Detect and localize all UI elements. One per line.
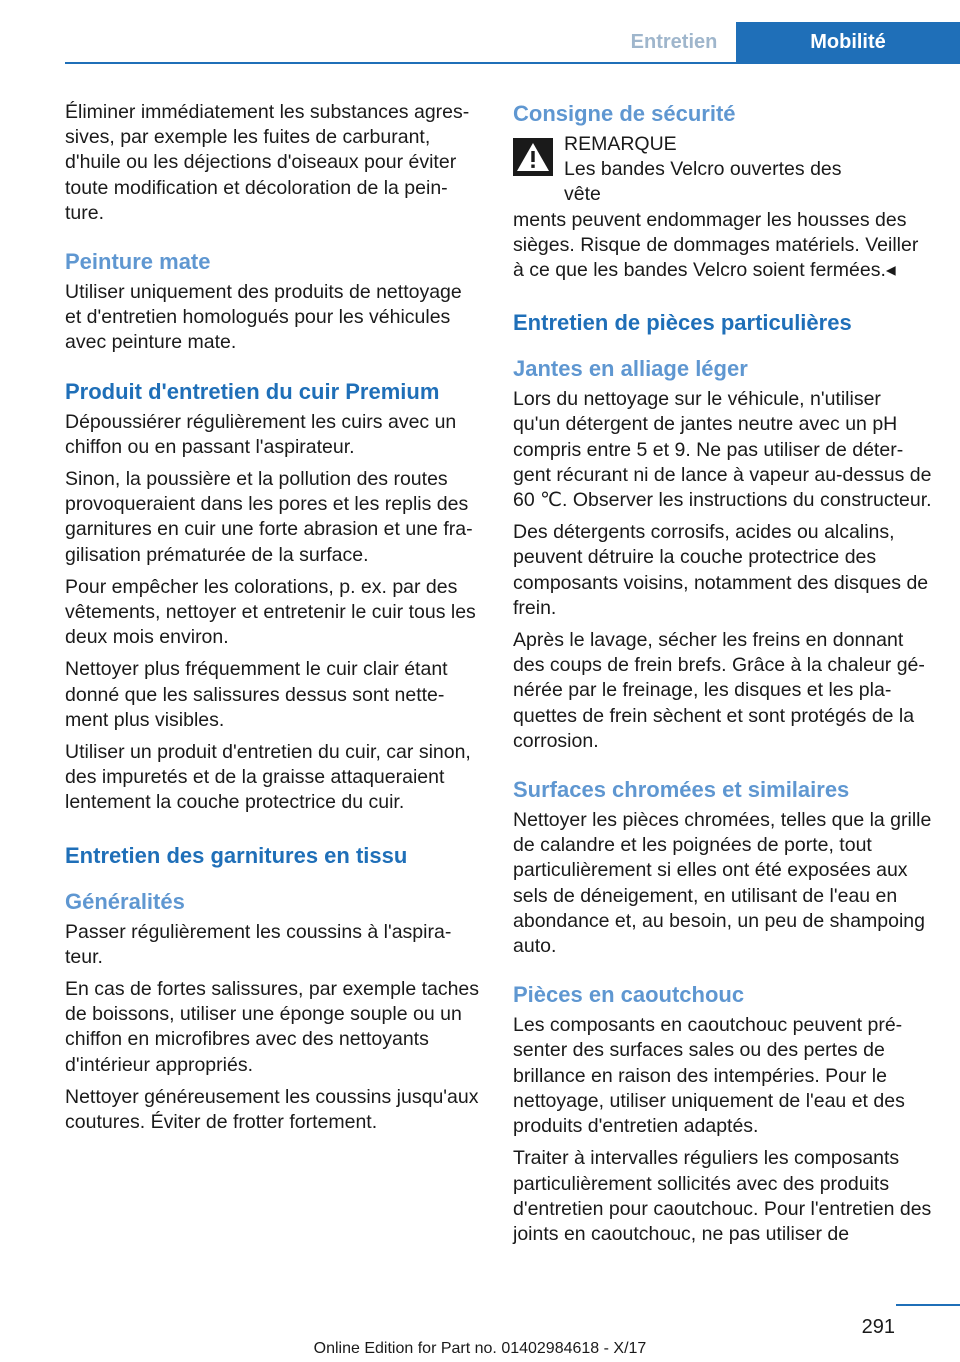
paragraph-generalites: En cas de fortes salissures, par exemple taches de boissons, utiliser une éponge souple ou un chiffon en microfibres avec des nettoyants d'intérieur appropriés. [65, 978, 480, 1076]
intro-paragraph: Éliminer immédiatement les substances agressives, par exemple les fuites de carburant, d'huile ou les déjections d'oiseaux pour éviter toute modification et décoloration de la peinture. [65, 101, 470, 224]
header-tab-entretien: Entretien [630, 31, 718, 53]
warning-triangle-icon [513, 138, 553, 176]
paragraph-peinture-mate: Utiliser uniquement des produits de nettoyage et d'entretien homologués pour les véhicules avec peinture mate. [65, 281, 462, 354]
paragraph-generalites: Passer régulièrement les coussins à l'aspirateur. [65, 920, 452, 968]
paragraph-caoutchouc: Traiter à intervalles réguliers les composants particulièrement sollicités avec des produits d'entretien pour caoutchouc. Pour l'entretien des joints en caoutchouc, ne pas utiliser de [513, 1147, 932, 1245]
warning-text: ments peuvent endommager les housses des sièges. Risque de dommages matériels. Veiller à ce que les bandes Velcro soient fermées.◂ [513, 208, 919, 282]
header-tab-mobilite: Mobilité [736, 22, 960, 62]
footer-rule [896, 1304, 960, 1306]
paragraph-jantes: Des détergents corrosifs, acides ou alcalins, peuvent détruire la couche protectrice des composants voisins, notamment des disques de frein. [513, 521, 929, 619]
paragraph-cuir: Pour empêcher les colorations, p. ex. par des vêtements, nettoyer et entretenir le cuir tous les deux mois environ. [65, 575, 476, 649]
paragraph-jantes: Après le lavage, sécher les freins en donnant des coups de frein brefs. Grâce à la chaleur générée par le freinage, les disques et les plaquettes de frein sèchent et sont protégés de la corrosion. [513, 629, 925, 752]
paragraph-cuir: Utiliser un produit d'entretien du cuir, car sinon, des impuretés et de la graisse attaqueraient lentement la couche protectrice du cuir. [65, 741, 471, 814]
heading-generalites: Généralités [65, 888, 185, 914]
paragraph-cuir: Nettoyer plus fréquemment le cuir clair étant donné que les salissures dessus sont nettement plus visibles. [65, 658, 448, 731]
warning-block [513, 132, 933, 283]
page-number: 291 [861, 1316, 895, 1338]
paragraph-cuir: Dépoussiérer régulièrement les cuirs avec un chiffon ou en passant l'aspirateur. [65, 410, 457, 458]
heading-pieces-particulieres: Entretien de pièces particulières [513, 310, 852, 336]
heading-jantes: Jantes en alliage léger [513, 356, 748, 382]
header-rule [65, 62, 960, 64]
right-column [513, 100, 933, 1254]
paragraph-caoutchouc: Les composants en caoutchouc peuvent présenter des surfaces sales ou des pertes de brillance en raison des intempéries. Pour le nettoyage, utiliser uniquement de l'eau et des produits d'entretien adaptés. [513, 1014, 905, 1138]
edition-footer: Online Edition for Part no. 01402984618 - X/17 [313, 1340, 647, 1357]
warning-text-line: Les bandes Velcro ouvertes des vête [564, 158, 842, 206]
heading-consigne-securite: Consigne de sécurité [513, 101, 736, 126]
paragraph-generalites: Nettoyer généreusement les coussins jusqu'aux coutures. Éviter de frotter fortement. [65, 1085, 479, 1134]
left-column [65, 100, 480, 1142]
heading-cuir-premium: Produit d'entretien du cuir Premium [65, 378, 440, 404]
paragraph-jantes: Lors du nettoyage sur le véhicule, n'utiliser qu'un détergent de jantes neutre avec un pH compris entre 5 et 9. Ne pas utiliser de détergent récurant ni de lance à vapeur au-dessus de 60 ℃. Observer les instructions du constructeur. [513, 388, 932, 512]
heading-caoutchouc: Pièces en caoutchouc [513, 982, 745, 1008]
paragraph-cuir: Sinon, la poussière et la pollution des routes provoqueraient dans les pores et les replis des garnitures en cuir une forte abrasion et une fragilisation prématurée de la surface. [65, 468, 473, 566]
paragraph-chrome: Nettoyer les pièces chromées, telles que la grille de calandre et les poignées de porte, tout particulièrement si elles ont été exposées aux sels de déneigement, en utilisant de l'eau en abondance et, au besoin, un peu de shampoing auto. [513, 809, 932, 958]
heading-garnitures-tissu: Entretien des garnitures en tissu [65, 842, 408, 868]
heading-surfaces-chromees: Surfaces chromées et similaires [513, 777, 850, 803]
heading-peinture-mate: Peinture mate [65, 249, 211, 275]
warning-label: REMARQUE [564, 133, 677, 155]
